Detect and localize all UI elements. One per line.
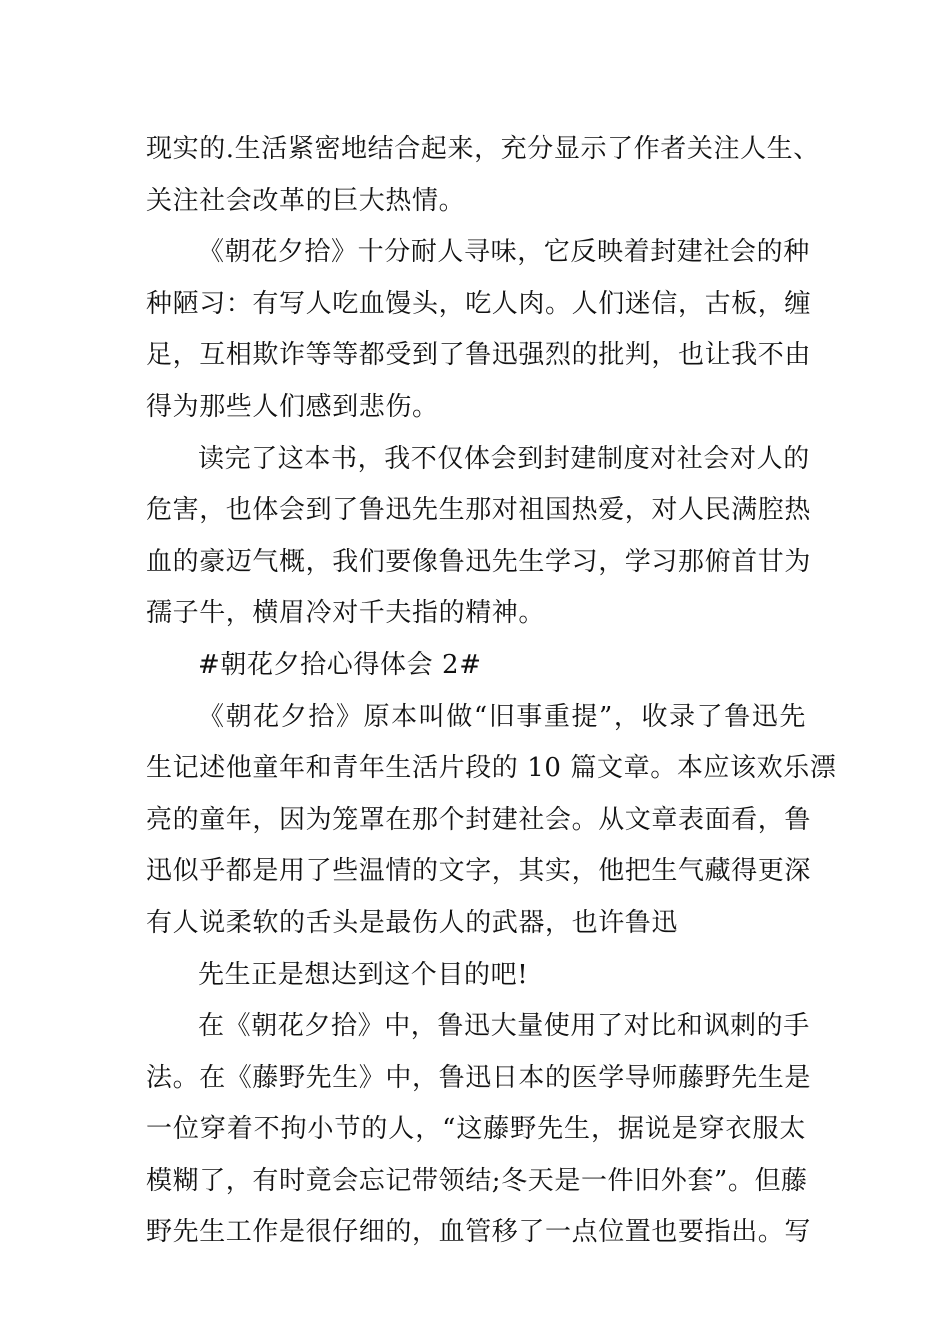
text-line: 关注社会改革的巨大热情。: [146, 185, 466, 216]
text-line: 得为那些人们感到悲伤。: [146, 391, 439, 422]
text-line: 危害，也体会到了鲁迅先生那对祖国热爱，对人民满腔热: [146, 495, 812, 526]
text-line: 现实的.生活紧密地结合起来，充分显示了作者关注人生、: [146, 134, 820, 164]
text-line: 足，互相欺诈等等都受到了鲁迅强烈的批判，也让我不由: [146, 340, 812, 371]
text-line: 血的豪迈气概，我们要像鲁迅先生学习，学习那俯首甘为: [146, 546, 812, 577]
text-line: 一位穿着不拘小节的人，“这藤野先生，据说是穿衣服太: [146, 1114, 806, 1145]
text-line: 孺子牛，横眉冷对千夫指的精神。: [146, 598, 546, 629]
text-line: 在《朝花夕拾》中，鲁迅大量使用了对比和讽刺的手: [198, 1011, 810, 1042]
text-line: 野先生工作是很仔细的，血管移了一点位置也要指出。写: [146, 1217, 812, 1248]
text-line: 读完了这本书，我不仅体会到封建制度对社会对人的: [198, 443, 810, 474]
text-line: 有人说柔软的舌头是最伤人的武器，也许鲁迅: [146, 907, 679, 938]
section-heading: #朝花夕拾心得体会 2#: [198, 649, 482, 680]
text-line: 法。在《藤野先生》中，鲁迅日本的医学导师藤野先生是: [146, 1062, 812, 1093]
text-line: 模糊了，有时竟会忘记带领结;冬天是一件旧外套”。但藤: [146, 1165, 808, 1196]
text-line: 《朝花夕拾》十分耐人寻味，它反映着封建社会的种: [198, 237, 810, 268]
text-line: 亮的童年，因为笼罩在那个封建社会。从文章表面看，鲁: [146, 804, 812, 835]
text-line: 迅似乎都是用了些温情的文字，其实，他把生气藏得更深: [146, 856, 812, 887]
text-body: [146, 124, 837, 1259]
text-line: 先生正是想达到这个目的吧!: [198, 959, 529, 990]
text-line: 种陋习：有写人吃血馒头，吃人肉。人们迷信，古板，缠: [146, 288, 812, 319]
text-line: 《朝花夕拾》原本叫做“旧事重提”，收录了鲁迅先: [198, 701, 806, 732]
text-line: 生记述他童年和青年生活片段的 10 篇文章。本应该欢乐漂: [146, 753, 837, 784]
